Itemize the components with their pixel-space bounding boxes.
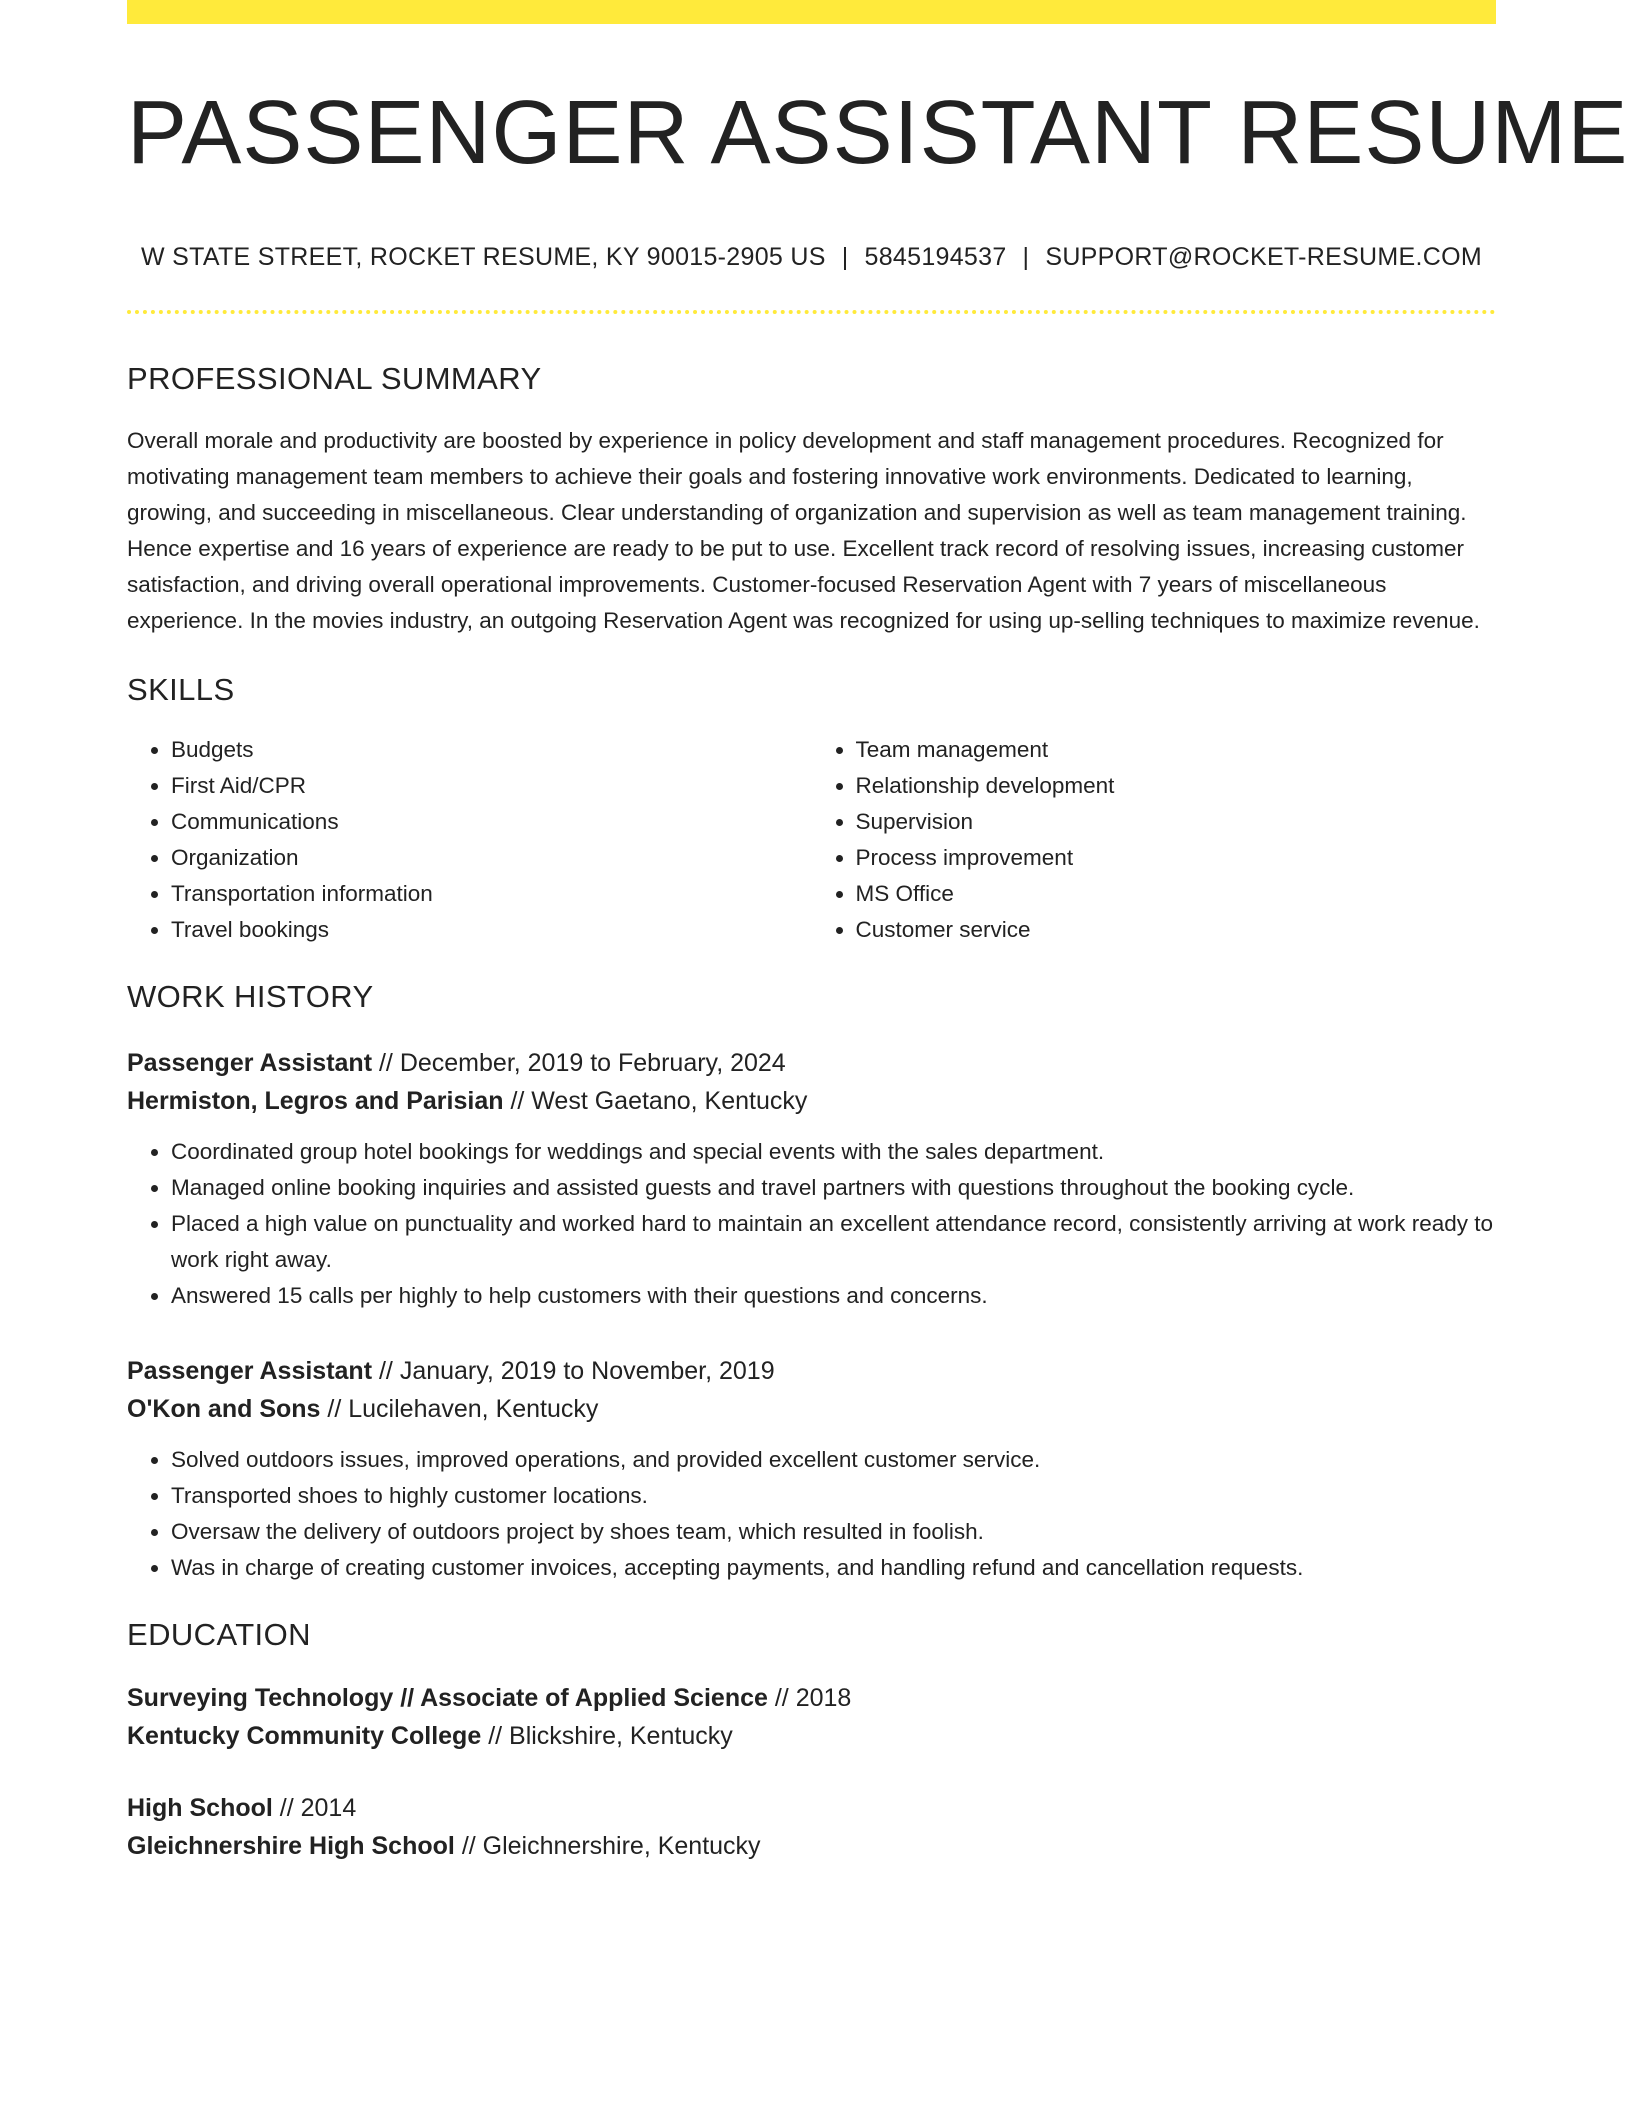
skill-item: • First Aid/CPR xyxy=(171,768,812,804)
resume-title: PASSENGER ASSISTANT RESUME xyxy=(127,83,1629,183)
job-title-line xyxy=(127,1352,1496,1390)
education-year: // 2014 xyxy=(279,1793,357,1822)
skill-item: • MS Office xyxy=(856,876,1497,912)
job-title: Passenger Assistant xyxy=(127,1048,373,1077)
job-bullet: • Placed a high value on punctuality and worked hard to maintain an excellent attendance record, consistently arriving at work ready to work right away. xyxy=(171,1206,1496,1278)
education-entry xyxy=(127,1789,1496,1865)
job-company-line xyxy=(127,1082,1496,1120)
contact-phone: 5845194537 xyxy=(864,243,1007,271)
summary-text: Overall morale and productivity are boosted by experience in policy development and staff management procedures. Recognized for motivating management team members to achieve their goals and fostering innovative work environments. Dedicated to learning, growing, and succeeding in miscellaneous. Clear understanding of organization and supervision as well as team management training. Hence expertise and 16 years of experience are ready to be put to use. Excellent track record of resolving issues, increasing customer satisfaction, and driving overall operational improvements. Customer-focused Reservation Agent with 7 years of miscellaneous experience. In the movies industry, an outgoing Reservation Agent was recognized for using up-selling techniques to maximize revenue. xyxy=(127,428,1480,634)
education-school: Kentucky Community College xyxy=(127,1721,482,1750)
job-title: Passenger Assistant xyxy=(127,1356,373,1385)
skill-item: • Customer service xyxy=(856,912,1497,948)
skill-item: • Relationship development xyxy=(856,768,1497,804)
accent-top-bar xyxy=(127,0,1496,24)
contact-line xyxy=(127,243,1496,272)
skill-item: • Team management xyxy=(856,732,1497,768)
skill-item: • Travel bookings xyxy=(171,912,812,948)
job-bullet: • Answered 15 calls per highly to help customers with their questions and concerns. xyxy=(171,1278,1496,1314)
education-degree: High School xyxy=(127,1793,273,1822)
education-location: // Blickshire, Kentucky xyxy=(488,1721,733,1750)
contact-email: SUPPORT@ROCKET-RESUME.COM xyxy=(1045,243,1482,271)
skills-column-left xyxy=(127,732,812,948)
job-company: O'Kon and Sons xyxy=(127,1394,321,1423)
skill-item: • Communications xyxy=(171,804,812,840)
education-school-line xyxy=(127,1717,1496,1755)
job-entry xyxy=(127,1044,1496,1314)
job-dates: // December, 2019 to February, 2024 xyxy=(378,1048,786,1077)
education-degree-line xyxy=(127,1679,1496,1717)
contact-separator: | xyxy=(841,243,849,271)
job-bullet: • Oversaw the delivery of outdoors project by shoes team, which resulted in foolish. xyxy=(171,1514,1496,1550)
skill-item: • Supervision xyxy=(856,804,1497,840)
education-year: // 2018 xyxy=(774,1683,852,1712)
job-bullet: • Transported shoes to highly customer locations. xyxy=(171,1478,1496,1514)
job-entry xyxy=(127,1352,1496,1586)
job-bullets xyxy=(127,1134,1496,1314)
job-bullet: • Solved outdoors issues, improved operations, and provided excellent customer service. xyxy=(171,1442,1496,1478)
section-heading-education: EDUCATION xyxy=(127,1616,311,1652)
skill-item: • Organization xyxy=(171,840,812,876)
education-degree-line xyxy=(127,1789,1496,1827)
job-bullet: • Was in charge of creating customer invoices, accepting payments, and handling refund and cancellation requests. xyxy=(171,1550,1496,1586)
section-heading-work-history: WORK HISTORY xyxy=(127,979,374,1015)
education-school-line xyxy=(127,1827,1496,1865)
job-bullet: • Managed online booking inquiries and assisted guests and travel partners with questions throughout the booking cycle. xyxy=(171,1170,1496,1206)
education-entry xyxy=(127,1679,1496,1755)
job-location: // West Gaetano, Kentucky xyxy=(510,1086,808,1115)
job-company: Hermiston, Legros and Parisian xyxy=(127,1086,504,1115)
skills-list xyxy=(127,732,1496,948)
job-title-line xyxy=(127,1044,1496,1082)
section-heading-summary: PROFESSIONAL SUMMARY xyxy=(127,361,542,396)
skills-column-right xyxy=(812,732,1497,948)
education-school: Gleichnershire High School xyxy=(127,1831,455,1860)
job-company-line xyxy=(127,1390,1496,1428)
dotted-divider xyxy=(127,310,1496,314)
skill-item: • Budgets xyxy=(171,732,812,768)
job-bullets xyxy=(127,1442,1496,1586)
job-location: // Lucilehaven, Kentucky xyxy=(327,1394,599,1423)
skill-item: • Transportation information xyxy=(171,876,812,912)
skill-item: • Process improvement xyxy=(856,840,1497,876)
job-bullet: • Coordinated group hotel bookings for weddings and special events with the sales department. xyxy=(171,1134,1496,1170)
contact-address: W STATE STREET, ROCKET RESUME, KY 90015-2905 US xyxy=(141,243,826,271)
resume-page xyxy=(127,0,1629,1865)
education-degree: Surveying Technology // Associate of Applied Science xyxy=(127,1683,768,1712)
job-dates: // January, 2019 to November, 2019 xyxy=(378,1356,775,1385)
education-location: // Gleichnershire, Kentucky xyxy=(461,1831,761,1860)
section-heading-skills: SKILLS xyxy=(127,672,235,708)
contact-separator: | xyxy=(1022,243,1030,271)
